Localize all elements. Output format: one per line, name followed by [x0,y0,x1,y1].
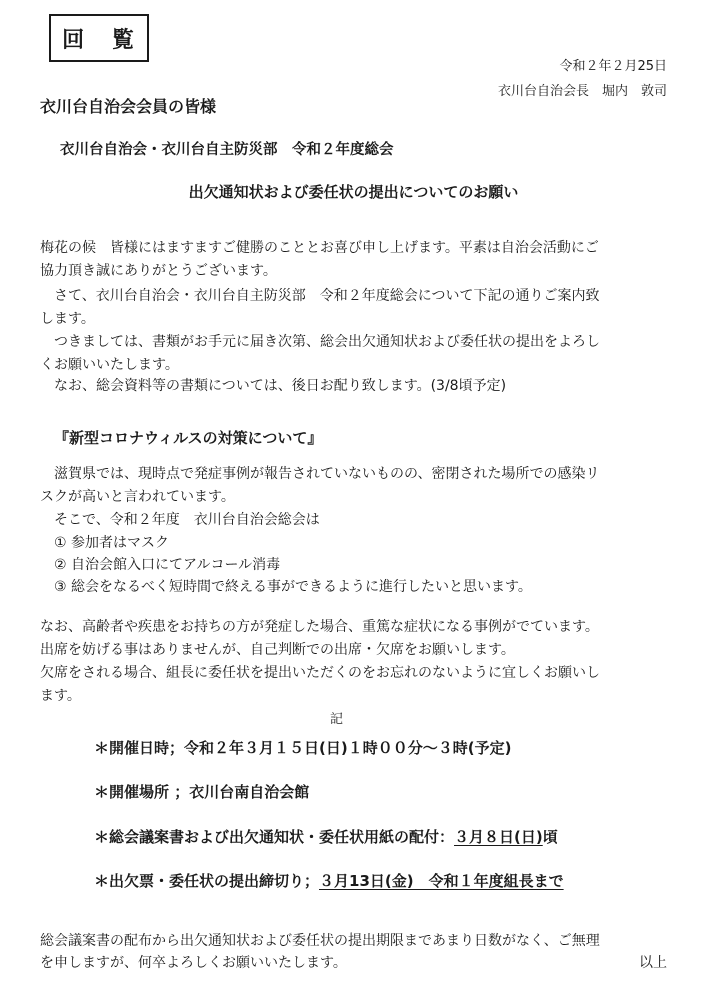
body-line: つきましては、書類がお手元に届き次第、総会出欠通知状および委任状の提出をよろし [40,334,600,350]
note-line: なお、高齢者や疾患をお持ちの方が発症した場合、重篤な症状になる事例がでています。 [40,619,599,635]
deadline-label: ＊出欠票・委任状の提出締切り； [94,872,320,890]
note-line: ます。 [40,688,81,704]
distribution-info [94,826,558,847]
closing-line: 総会議案書の配布から出欠通知状および委任状の提出期限まであまり日数がなく、ご無理 [40,933,600,949]
body-line: なお、総会資料等の書類については、後日お配り致します。(3/8頃予定) [40,378,507,394]
body-line: 梅花の候 皆様にはますますご健勝のこととお喜び申し上げます。平素は自治会活動にご [40,240,599,256]
meeting-venue [94,781,309,802]
body-line: します。 [40,311,95,327]
note-line: 出席を妨げる事はありませんが、自己判断での出席・欠席をお願いします。 [40,642,515,658]
circulation-stamp: 回 覧 [49,14,149,62]
subject-line-1: 衣川台自治会・衣川台自主防災部 令和２年度総会 [60,142,394,158]
meeting-datetime-value: 令和２年３月１５日(日)１時００分〜３時(予定) [184,739,512,757]
distribution-label: ＊総会議案書および出欠通知状・委任状用紙の配付： [94,828,455,846]
ki-mark: 記 [330,712,344,727]
meeting-venue-label: ＊開催場所 ； [94,783,190,801]
distribution-suffix: 頃 [542,828,558,846]
corona-heading: 『新型コロナウィルスの対策について』 [54,429,323,447]
subject-line-2: 出欠通知状および委任状の提出についてのお願い [188,183,519,201]
document-date: 令和２年２月25日 [559,59,667,74]
deadline-info [94,870,564,891]
note-line: 欠席をされる場合、組長に委任状を提出いただくのをお忘れのないように宜しくお願いし [40,665,600,681]
closing-end: 以上 [639,955,667,971]
corona-item: ① 参加者はマスク [54,535,170,551]
body-line: くお願いいたします。 [40,357,179,373]
meeting-datetime-label: ＊開催日時； [94,739,185,757]
corona-item: ② 自治会館入口にてアルコール消毒 [54,557,281,573]
closing-line: を申しますが、何卒よろしくお願いいたします。 [40,955,347,971]
sender-name: 衣川台自治会長 堀内 敦司 [497,84,667,99]
corona-item: ③ 総会をなるべく短時間で終える事ができるように進行したいと思います。 [54,579,532,595]
corona-line: スクが高いと言われています。 [40,489,235,505]
deadline-value: ３月13日(金) 令和１年度組長まで [319,872,564,890]
distribution-date: ３月８日(日) [454,828,543,846]
meeting-datetime [94,737,511,758]
body-line: さて、衣川台自治会・衣川台自主防災部 令和２年度総会について下記の通りご案内致 [40,288,600,304]
body-line: 協力頂き誠にありがとうございます。 [40,263,277,279]
corona-line: そこで、令和２年度 衣川台自治会総会は [40,512,320,528]
corona-line: 滋賀県では、現時点で発症事例が報告されていないものの、密閉された場所での感染リ [40,466,600,482]
salutation: 衣川台自治会会員の皆様 [40,97,217,116]
meeting-venue-value: 衣川台南自治会館 [189,783,310,801]
